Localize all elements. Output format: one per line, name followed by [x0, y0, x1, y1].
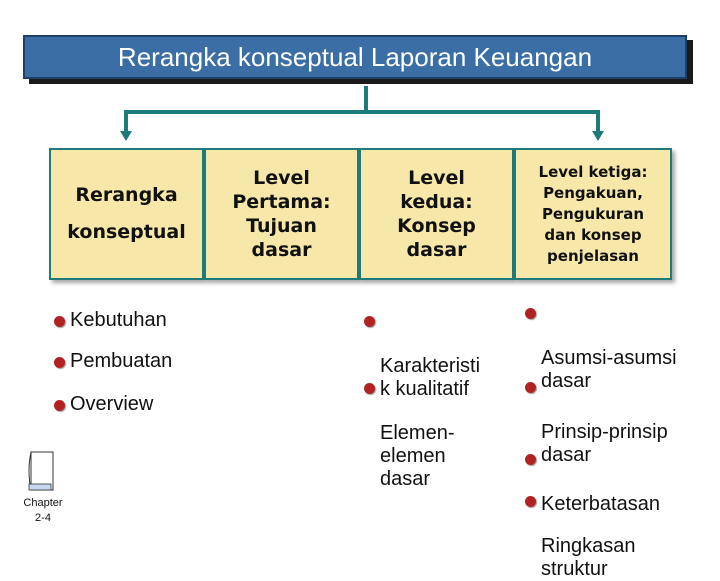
bullet-dot-icon: [525, 382, 536, 393]
list-item-label: Karakteristi k kualitatif: [380, 355, 481, 400]
box-rerangka-konseptual: [49, 148, 204, 280]
list-item-label: Asumsi-asumsi dasar: [541, 347, 677, 392]
box-level-ketiga: [514, 148, 672, 280]
chapter-marker: [20, 496, 66, 526]
list-item-label: Pembuatan: [70, 350, 173, 372]
arrow-left-icon: [120, 131, 132, 141]
connector-stem: [364, 86, 368, 112]
box-rerangka-label: Rerangka konseptual: [67, 184, 186, 243]
connector-horizontal: [124, 110, 600, 114]
bullet-dot-icon: [364, 383, 375, 394]
list-item-label: Overview: [70, 393, 154, 415]
list-item-left: [70, 350, 172, 373]
list-item-label: Keterbatasan: [541, 493, 660, 515]
list-item-label: Prinsip-prinsip dasar: [541, 421, 668, 466]
arrow-right-icon: [592, 131, 604, 141]
bullet-dot-icon: [54, 357, 65, 368]
box-level2-label: Level kedua: Konsep dasar: [397, 167, 476, 261]
box-level3-label: Level ketiga: Pengakuan, Pengukuran dan konsep penjelasan: [538, 162, 648, 265]
bullet-dot-icon: [54, 400, 65, 411]
list-item-left: [70, 309, 167, 332]
bullet-dot-icon: [525, 308, 536, 319]
bullet-dot-icon: [54, 316, 65, 327]
bullet-dot-icon: [525, 454, 536, 465]
box-level1-label: Level Pertama: Tujuan dasar: [232, 167, 331, 261]
list-item-right: [541, 489, 636, 581]
book-icon: [25, 448, 59, 494]
list-item-mid: [380, 376, 454, 491]
list-item-left: [70, 393, 153, 416]
connector-left-drop: [124, 110, 128, 132]
box-level-kedua: [359, 148, 514, 280]
box-level-pertama: [204, 148, 359, 280]
bullet-dot-icon: [364, 316, 375, 327]
connector-right-drop: [596, 110, 600, 132]
bullet-dot-icon: [525, 496, 536, 507]
list-item-label: Ringkasan struktur: [541, 535, 636, 580]
chapter-label: Chapter: [23, 497, 63, 509]
chapter-number: 2-4: [35, 512, 51, 524]
list-item-label: Kebutuhan: [70, 309, 167, 331]
list-item-label: Elemen- elemen dasar: [380, 422, 455, 490]
page-title: Rerangka konseptual Laporan Keuangan: [23, 35, 687, 79]
